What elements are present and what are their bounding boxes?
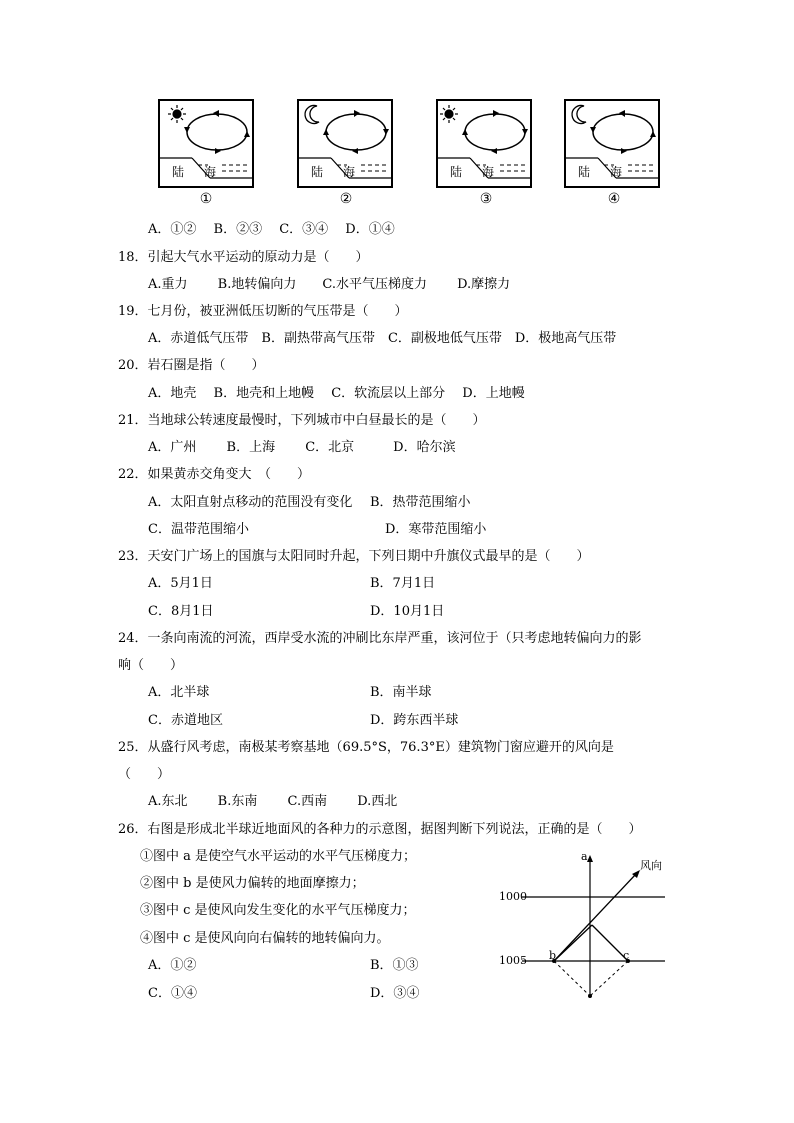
q25-stem-line2: （ ） — [118, 767, 171, 782]
panel-2 — [297, 99, 393, 188]
q22-option-b: B．热带范围缩小 — [370, 495, 471, 510]
q19-options: A．赤道低气压带 B．副热带高气压带 C．副极地低气压带 D．极地高气压带 — [148, 331, 617, 346]
panel-number: ② — [339, 191, 353, 207]
q24-option-b: B．南半球 — [370, 685, 432, 700]
q26-option-a: A．①② — [148, 958, 197, 973]
label-a: a — [581, 850, 588, 863]
isobar-1005-label: 1005 — [499, 954, 527, 967]
q23-option-b: B．7月1日 — [370, 576, 436, 591]
land-label: 陆 — [450, 165, 463, 179]
q26-statement-2: ②图中 b 是使风力偏转的地面摩擦力； — [140, 876, 365, 891]
wind-arrow — [554, 874, 636, 961]
label-b: b — [549, 949, 557, 962]
q26-statement-1: ①图中 a 是使空气水平运动的水平气压梯度力； — [140, 849, 417, 864]
q26-option-d: D．③④ — [370, 986, 420, 1001]
q21-stem: 21．当地球公转速度最慢时，下列城市中白昼最长的是（ ） — [118, 413, 486, 428]
q18-options: A.重力 B.地转偏向力 C.水平气压梯度力 D.摩擦力 — [148, 277, 511, 292]
sea-label: 海 — [204, 165, 217, 179]
isobar-1000-label: 1000 — [499, 890, 527, 903]
sea-label: 海 — [610, 165, 623, 179]
sun-icon — [440, 105, 458, 123]
panel-number: ③ — [479, 191, 493, 207]
q26-statement-3: ③图中 c 是使风向发生变化的水平气压梯度力； — [140, 903, 416, 918]
q25-stem-line1: 25．从盛行风考虑，南极某考察基地（69.5°S，76.3°E）建筑物门窗应避开的风向是 — [118, 740, 614, 755]
sea-label: 海 — [482, 165, 495, 179]
land-label: 陆 — [311, 165, 324, 179]
q24-stem-line2: 响（ ） — [118, 658, 184, 673]
panel-number: ④ — [607, 191, 621, 207]
q23-option-c: C．8月1日 — [148, 604, 214, 619]
panel-3 — [436, 99, 532, 188]
q24-option-c: C．赤道地区 — [148, 713, 223, 728]
q18-stem: 18．引起大气水平运动的原动力是（ ） — [118, 250, 369, 265]
panel-4 — [564, 99, 660, 188]
q20-options: A．地壳 B．地壳和上地幔 C．软流层以上部分 D．上地幔 — [148, 386, 525, 401]
q26-option-b: B．①③ — [370, 958, 419, 973]
wind-direction-label: 风向 — [640, 859, 662, 872]
q17-options: A．①② B．②③ C．③④ D．①④ — [148, 222, 395, 237]
q23-option-d: D．10月1日 — [370, 604, 445, 619]
panel-number: ① — [199, 191, 213, 207]
q24-stem-line1: 24．一条向南流的河流，西岸受水流的冲刷比东岸严重，该河位于（只考虑地转偏向力的影 — [118, 631, 642, 646]
q21-options: A．广州 B．上海 C．北京 D．哈尔滨 — [148, 440, 456, 455]
sea-label: 海 — [343, 165, 356, 179]
land-label: 陆 — [578, 165, 591, 179]
q22-option-c: C．温带范围缩小 — [148, 522, 249, 537]
panel-1 — [158, 99, 254, 188]
q25-options: A.东北 B.东南 C.西南 D.西北 — [148, 794, 398, 809]
q19-stem: 19．七月份，被亚洲低压切断的气压带是（ ） — [118, 304, 408, 319]
q23-stem: 23．天安门广场上的国旗与太阳同时升起，下列日期中升旗仪式最早的是（ ） — [118, 549, 590, 564]
q20-stem: 20．岩石圈是指（ ） — [118, 358, 265, 373]
q26-option-c: C．①④ — [148, 986, 197, 1001]
figure-26 — [490, 850, 670, 1002]
q26-statement-4: ④图中 c 是使风向向右偏转的地转偏向力。 — [140, 931, 390, 946]
q24-option-d: D．跨东西半球 — [370, 713, 459, 728]
moon-icon — [305, 105, 319, 123]
q22-stem: 22．如果黄赤交角变大 （ ） — [118, 467, 311, 482]
sun-icon — [168, 105, 186, 123]
q26-stem: 26．右图是形成北半球近地面风的各种力的示意图，据图判断下列说法，正确的是（ ） — [118, 822, 642, 837]
force-b-line — [554, 925, 592, 961]
q23-option-a: A．5月1日 — [148, 576, 213, 591]
q22-option-a: A．太阳直射点移动的范围没有变化 — [148, 495, 353, 510]
label-c: c — [623, 949, 630, 962]
q24-option-a: A．北半球 — [148, 685, 210, 700]
land-label: 陆 — [172, 165, 185, 179]
q22-option-d: D．寒带范围缩小 — [385, 522, 487, 537]
moon-icon — [572, 105, 586, 123]
